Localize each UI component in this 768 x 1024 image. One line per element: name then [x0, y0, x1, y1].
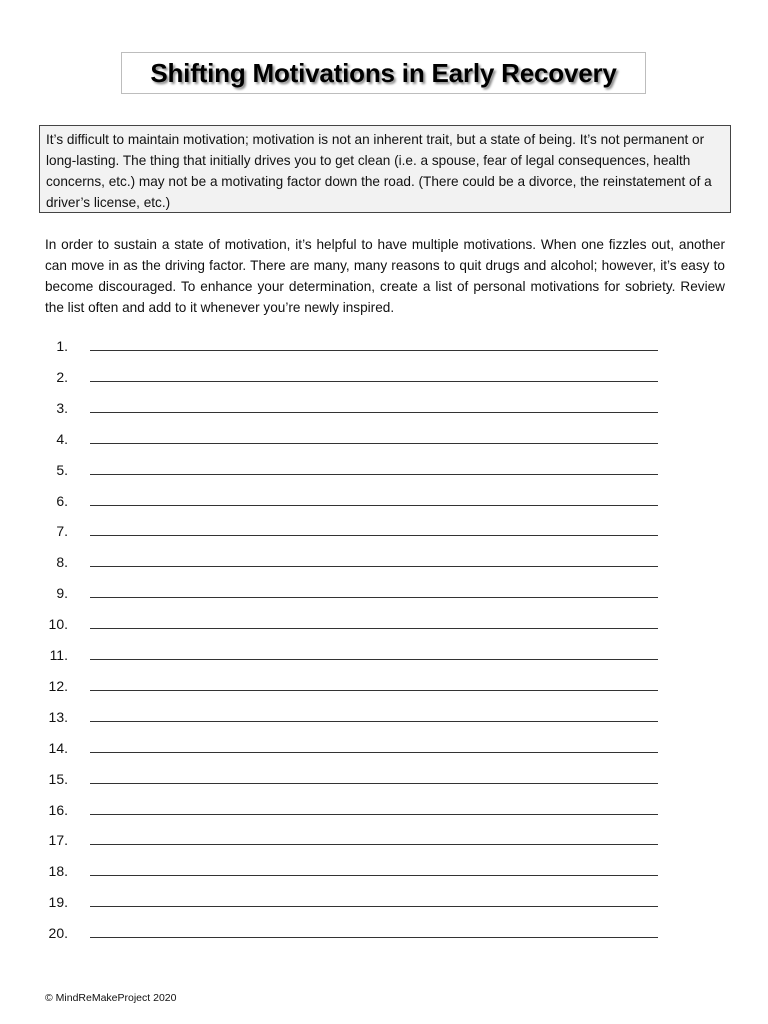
answer-line[interactable] [90, 381, 658, 382]
answer-line[interactable] [90, 566, 658, 567]
list-item-number: 19. [48, 894, 68, 911]
list-item-number: 10. [48, 616, 68, 633]
list-item-number: 12. [48, 677, 68, 694]
answer-line[interactable] [90, 783, 658, 784]
answer-line[interactable] [90, 690, 658, 691]
list-item [0, 647, 768, 674]
list-item [0, 801, 768, 829]
list-item [0, 554, 768, 581]
copyright-footer: © MindReMakeProject 2020 [45, 992, 177, 1004]
list-item-number: 13. [48, 708, 68, 725]
answer-line[interactable] [90, 628, 658, 629]
list-item-number: 16. [48, 801, 68, 818]
answer-line[interactable] [90, 937, 658, 938]
answer-line[interactable] [90, 474, 658, 475]
list-item [0, 461, 768, 489]
list-item-number: 9. [56, 585, 68, 602]
list-item [0, 863, 768, 890]
answer-line[interactable] [90, 535, 658, 536]
answer-line[interactable] [90, 505, 658, 506]
list-item [0, 677, 768, 705]
list-item-number: 4. [56, 430, 68, 447]
answer-line[interactable] [90, 597, 658, 598]
answer-line[interactable] [90, 752, 658, 753]
answer-line[interactable] [90, 412, 658, 413]
list-item [0, 368, 768, 396]
list-item [0, 523, 768, 550]
title-box [121, 52, 646, 94]
list-item-number: 1. [56, 338, 68, 354]
list-item [0, 492, 768, 520]
list-item-number: 8. [56, 554, 68, 571]
list-item [0, 616, 768, 643]
list-item-number: 2. [56, 368, 68, 385]
answer-line[interactable] [90, 875, 658, 876]
page-title: Shifting Motivations in Early Recovery [150, 57, 617, 88]
answer-line[interactable] [90, 443, 658, 444]
list-item-number: 6. [56, 492, 68, 509]
answer-line[interactable] [90, 906, 658, 907]
list-item-number: 7. [56, 523, 68, 540]
list-item-number: 5. [56, 461, 68, 478]
answer-line[interactable] [90, 350, 658, 351]
list-item-number: 15. [48, 770, 68, 787]
list-item-number: 14. [48, 739, 68, 756]
list-item [0, 894, 768, 921]
list-item [0, 399, 768, 427]
list-item-number: 20. [48, 925, 68, 942]
list-item [0, 338, 768, 365]
answer-line[interactable] [90, 844, 658, 845]
list-item-number: 11. [49, 647, 68, 663]
list-item [0, 832, 768, 859]
answer-line[interactable] [90, 659, 658, 660]
instructions-paragraph: In order to sustain a state of motivation, it’s helpful to have multiple motivations. When one fizzles out, another can move in as the driving factor. There are many, many reasons to quit drugs and alcohol; however, it’s easy to become discouraged. To enhance your determination, create a list of personal motivations for sobriety. Review the list often and add to it whenever you’re newly inspired. [45, 237, 725, 315]
list-item-number: 17. [48, 832, 68, 849]
list-item [0, 708, 768, 736]
list-item-number: 3. [56, 399, 68, 416]
list-item [0, 585, 768, 612]
list-item [0, 925, 768, 952]
list-item-number: 18. [48, 863, 68, 880]
list-item [0, 770, 768, 798]
list-item [0, 739, 768, 767]
answer-line[interactable] [90, 721, 658, 722]
list-item [0, 430, 768, 458]
answer-line[interactable] [90, 814, 658, 815]
intro-callout-box: It’s difficult to maintain motivation; motivation is not an inherent trait, but a state of being. It’s not permanent or long-lasting. The thing that initially drives you to get clean (i.e. a spouse, fear of legal consequences, health concerns, etc.) may not be a motivating factor down the road. (There could be a divorce, the reinstatement of a driver’s license, etc.) [39, 125, 731, 213]
